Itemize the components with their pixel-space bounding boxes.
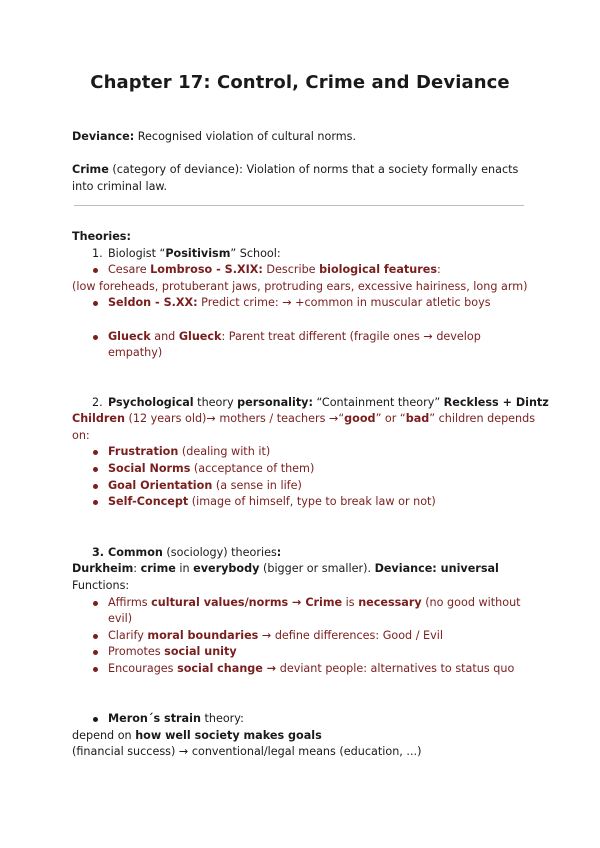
affirms-necessary: necessary xyxy=(358,596,422,609)
bullet-icon xyxy=(93,500,98,505)
theory-1-positivism: Positivism xyxy=(165,247,231,260)
list-item-clarify xyxy=(108,628,443,645)
list-number-2: 2. xyxy=(92,396,103,409)
theory-2-containment: “Containment theory” xyxy=(312,396,444,409)
list-number-3: 3. xyxy=(92,546,105,559)
crime-text: (category of deviance): Violation of norms that a society formally enacts into criminal law. xyxy=(72,163,519,193)
children-bad: bad xyxy=(405,412,430,425)
theory-1-text-a: Biologist “ xyxy=(108,247,166,260)
theory-1-heading xyxy=(108,246,281,263)
bullet-icon xyxy=(93,301,98,306)
glueck-text: : Parent treat different (fragile ones → develop xyxy=(221,330,481,343)
glueck-name-1: Glueck xyxy=(108,330,151,343)
meron-line-2 xyxy=(72,728,322,745)
theories-heading xyxy=(72,229,131,246)
list-item-promotes xyxy=(108,644,237,661)
durkheim-text-f: (bigger or smaller). xyxy=(259,562,375,575)
theory-3-colon: : xyxy=(276,546,282,559)
divider xyxy=(74,205,524,206)
durkheim-name: Durkheim xyxy=(72,562,134,575)
bullet-icon xyxy=(93,450,98,455)
durkheim-line xyxy=(72,561,499,578)
durkheim-text-b: : xyxy=(133,562,141,575)
durkheim-universal: Deviance: universal xyxy=(374,562,499,575)
clarify-boundaries: moral boundaries xyxy=(147,629,259,642)
children-good: good xyxy=(344,412,376,425)
social-norms-text: (acceptance of them) xyxy=(190,462,315,475)
list-item-lombroso xyxy=(108,262,441,279)
glueck-and: and xyxy=(150,330,179,343)
children-term: Children xyxy=(72,412,125,425)
affirms-text-a: Affirms xyxy=(108,596,152,609)
social-norms-term: Social Norms xyxy=(108,462,191,475)
functions-label: Functions: xyxy=(72,579,130,592)
affirms-text-cont: evil) xyxy=(108,612,133,625)
bullet-icon xyxy=(93,650,98,655)
meron-heading xyxy=(108,711,244,728)
children-text-d: ” or “ xyxy=(375,412,406,425)
goal-orientation-term: Goal Orientation xyxy=(108,479,213,492)
theory-2-authors: Reckless + Dintz xyxy=(443,396,549,409)
list-item-goal-orientation xyxy=(108,478,302,495)
meron-depend: depend on xyxy=(72,729,136,742)
deviance-term: Deviance: xyxy=(72,130,135,143)
self-concept-text: (image of himself, type to break law or not) xyxy=(188,495,436,508)
meron-goals: how well society makes goals xyxy=(135,729,322,742)
deviance-text: Recognised violation of cultural norms. xyxy=(134,130,357,143)
lombroso-bio-features: biological features xyxy=(319,263,438,276)
crime-definition xyxy=(72,162,527,195)
children-text-b: (12 years old)→ mothers / teachers →“ xyxy=(124,412,345,425)
theory-3-text-b: (sociology) theories xyxy=(162,546,277,559)
frustration-text: (dealing with it) xyxy=(178,445,271,458)
encourages-change: social change → xyxy=(177,662,277,675)
crime-term: Crime xyxy=(72,163,109,176)
bullet-icon xyxy=(93,467,98,472)
durkheim-crime: crime xyxy=(140,562,176,575)
theory-3-common: Common xyxy=(108,546,163,559)
lombroso-text-a: Cesare xyxy=(108,263,151,276)
self-concept-term: Self-Concept xyxy=(108,495,189,508)
children-text-f: ” children depends xyxy=(429,412,536,425)
bullet-icon xyxy=(93,601,98,606)
affirms-text-c: is xyxy=(342,596,359,609)
clarify-text-c: → define differences: Good / Evil xyxy=(258,629,443,642)
meron-strain: Meron´s strain xyxy=(108,712,201,725)
list-item-self-concept xyxy=(108,494,436,511)
theory-2-on: on: xyxy=(72,429,90,442)
theory-2-psychological: Psychological xyxy=(108,396,194,409)
seldon-name: Seldon - S.XX: xyxy=(108,296,198,309)
page-title: Chapter 17: Control, Crime and Deviance xyxy=(90,72,510,93)
bullet-icon xyxy=(93,335,98,340)
theory-2-text-b: theory xyxy=(193,396,238,409)
theory-2-personality: personality: xyxy=(237,396,313,409)
lombroso-text-e: : xyxy=(437,263,441,276)
bullet-icon xyxy=(93,717,98,722)
list-item-social-norms xyxy=(108,461,314,478)
meron-theory-text: theory: xyxy=(200,712,244,725)
list-item-seldon xyxy=(108,295,491,312)
list-number-1: 1. xyxy=(92,247,103,260)
list-item-frustration xyxy=(108,444,270,461)
theory-2-children-line xyxy=(72,411,535,428)
glueck-text-cont: empathy) xyxy=(108,346,163,359)
bullet-icon xyxy=(93,634,98,639)
bullet-icon xyxy=(93,484,98,489)
clarify-text-a: Clarify xyxy=(108,629,148,642)
meron-line-3: (financial success) → conventional/legal means (education, ...) xyxy=(72,745,422,758)
encourages-text-c: deviant people: alternatives to status quo xyxy=(276,662,515,675)
lombroso-name: Lombroso - S.XIX: xyxy=(150,263,263,276)
list-item-affirms xyxy=(108,595,521,612)
affirms-text-e: (no good without xyxy=(421,596,521,609)
promotes-unity: social unity xyxy=(164,645,237,658)
goal-orientation-text: (a sense in life) xyxy=(212,479,302,492)
lombroso-text-c: Describe xyxy=(262,263,320,276)
durkheim-everybody: everybody xyxy=(193,562,260,575)
list-item-encourages xyxy=(108,661,514,678)
promotes-text-a: Promotes xyxy=(108,645,165,658)
theory-2-heading xyxy=(108,395,549,412)
affirms-values: cultural values/norms → Crime xyxy=(151,596,343,609)
encourages-text-a: Encourages xyxy=(108,662,178,675)
bullet-icon xyxy=(93,667,98,672)
deviance-definition xyxy=(72,129,356,146)
bullet-icon xyxy=(93,268,98,273)
list-item-glueck xyxy=(108,329,481,346)
theory-3-heading xyxy=(108,545,281,562)
lombroso-detail: (low foreheads, protuberant jaws, protruding ears, excessive hairiness, long arm) xyxy=(72,280,528,293)
durkheim-text-d: in xyxy=(175,562,194,575)
glueck-name-2: Glueck xyxy=(178,330,222,343)
theories-heading-text: Theories: xyxy=(72,230,131,243)
seldon-text: Predict crime: → +common in muscular atletic boys xyxy=(197,296,491,309)
frustration-term: Frustration xyxy=(108,445,179,458)
theory-1-text-c: ” School: xyxy=(230,247,281,260)
